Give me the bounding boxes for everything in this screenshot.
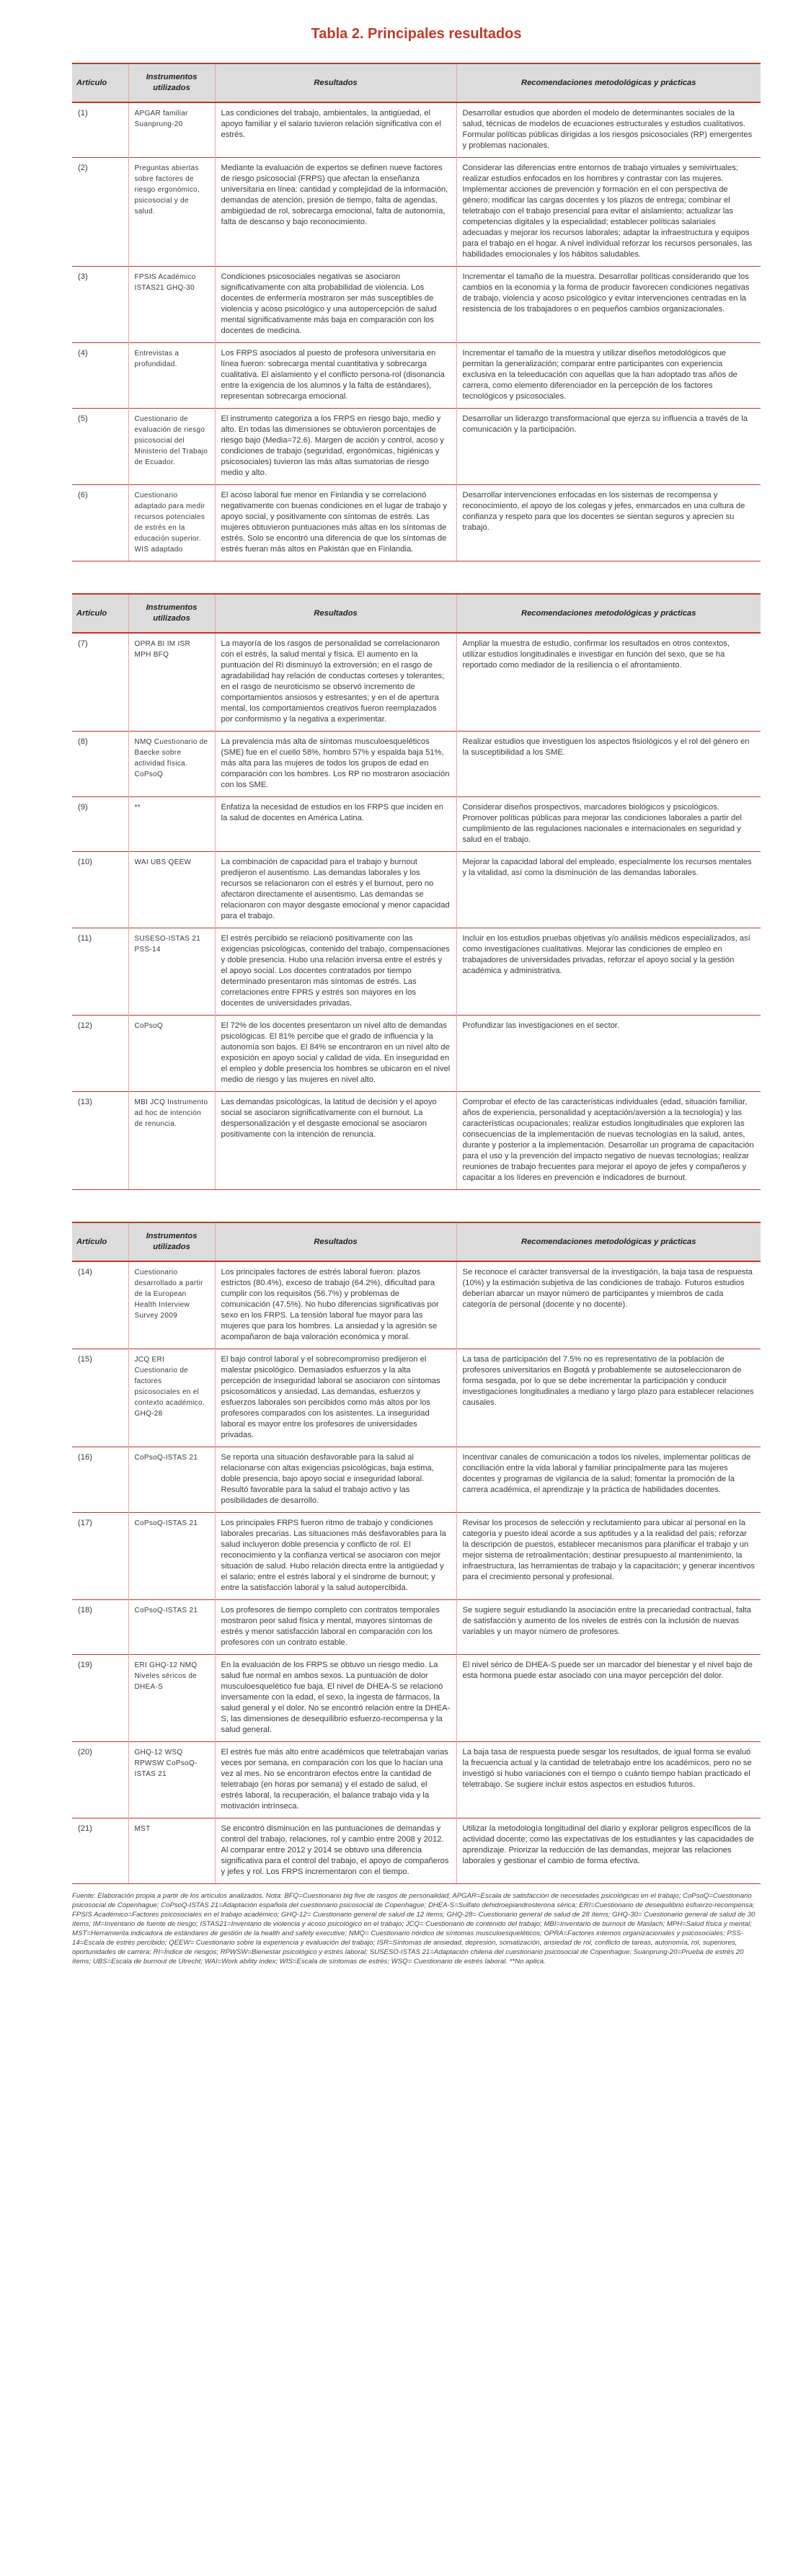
cell-resultados: Los profesores de tiempo completo con contratos temporales mostraron peor salud física y mental, mayores síntomas de estrés y menor satisfacción laboral en comparación con los profesores con un contrato estable.: [215, 1600, 456, 1655]
cell-articulo: (3): [72, 267, 128, 343]
header-recomendaciones: Recomendaciones metodológicas y prácticas: [456, 1222, 761, 1261]
cell-resultados: Se encontró disminución en las puntuaciones de demandas y control del trabajo, relaciones, rol y cambio entre 2008 y 2012. Al comparar entre 2012 y 2014 se obtuvo una diferencia significativa para el control del trabajo, el apoyo de compañeros y jefes y rol. Los FRPS incrementaron con el tiempo.: [215, 1818, 456, 1884]
cell-articulo: (10): [72, 852, 128, 928]
cell-instrumentos: CoPsoQ-ISTAS 21: [128, 1600, 215, 1655]
cell-resultados: La combinación de capacidad para el trabajo y burnout predijeron el ausentismo. Las demandas laborales y los recursos se relacionaron con el estrés y el burnout, pero no afectaron directamente el ausentismo. Las demandas se relacionaron con mayor desgaste emocional y menor capacidad para el trabajo.: [215, 852, 456, 928]
cell-articulo: (4): [72, 343, 128, 409]
cell-recomendaciones: La baja tasa de respuesta puede sesgar los resultados, de igual forma se evaluó la frecuencia actual y la cantidad de teletrabajo entre los académicos, pero no se investigó si hubo variaciones con el tiempo o cuánto tiempo habían practicado el teletrabajo. Se sugiere incluir estos aspectos en estudios futuros.: [456, 1742, 761, 1818]
cell-articulo: (6): [72, 485, 128, 561]
cell-recomendaciones: Se reconoce el carácter transversal de la investigación, la baja tasa de respuesta (10%) y la estimación subjetiva de las condiciones de trabajo. Futuros estudios deberían abarcar un mayor número de participantes y miembros de cada categoría de personal (docente y no docente).: [456, 1261, 761, 1349]
table-row: [72, 1261, 761, 1349]
cell-instrumentos: CoPsoQ-ISTAS 21: [128, 1513, 215, 1600]
cell-resultados: El acoso laboral fue menor en Finlandia y se correlacionó negativamente con buenas condiciones en el lugar de trabajo y apoyo social, y positivamente con síntomas de estrés. Las mujeres obtuvieron puntuaciones más altas en los síntomas de estrés. Solo se encontró una diferencia de que los síntomas de estrés fueran más altos en Pakistán que en Finlandia.: [215, 485, 456, 561]
table-row: [72, 852, 761, 928]
header-recomendaciones: Recomendaciones metodológicas y prácticas: [456, 594, 761, 633]
table-row: [72, 732, 761, 797]
cell-articulo: (1): [72, 102, 128, 158]
cell-articulo: (18): [72, 1600, 128, 1655]
cell-recomendaciones: Realizar estudios que investiguen los aspectos fisiológicos y el rol del género en la susceptibilidad a los SME.: [456, 732, 761, 797]
cell-instrumentos: Cuestionario adaptado para medir recursos potenciales de estrés en la educación superior. WIS adaptado: [128, 485, 215, 561]
cell-recomendaciones: Desarrollar intervenciones enfocadas en los sistemas de recompensa y reconocimiento, el apoyo de los colegas y jefes, enmarcados en una cultura de confianza y respeto para que los docentes se sientan seguros y aprecien su trabajo.: [456, 485, 761, 561]
cell-recomendaciones: Incentivar canales de comunicación a todos los niveles, implementar políticas de conciliación entre la vida laboral y familiar principalmente para las mujeres docentes y programas de vigilancia de la salud; fomentar la promoción de la carrera académica, el aprendizaje y la práctica de habilidades docentes.: [456, 1447, 761, 1513]
cell-instrumentos: GHQ-12 WSQ RPWSW CoPsoQ-ISTAS 21: [128, 1742, 215, 1818]
results-table: [72, 63, 761, 1884]
cell-resultados: El bajo control laboral y el sobrecompromiso predijeron el malestar psicológico. Demasiados esfuerzos y la alta percepción de inseguridad laboral se asociaron con síntomas psicosomáticos y ansiedad. Las demandas, esfuerzos y esfuerzos laborales son percibidos como más altos por los profesores comparados con los asistentes. La inseguridad laboral es mayor entre los profesores de universidades privadas.: [215, 1349, 456, 1447]
cell-resultados: El instrumento categoriza a los FRPS en riesgo bajo, medio y alto. En todas las dimensiones se obtuvieron porcentajes de riesgo bajo (Media=72.6). Margen de acción y control, acoso y condiciones de trabajo (seguridad, ergonómicas, higiénicas y psicosociales) tuvieron las más altas sumatorias de riesgo medio y alto.: [215, 409, 456, 485]
table-row: [72, 267, 761, 343]
cell-resultados: Se reporta una situación desfavorable para la salud al relacionarse con altas exigencias psicológicas, baja estima, doble presencia, bajo apoyo social e inseguridad laboral. Resultó favorable para la salud el trabajo activo y las posibilidades de desarrollo.: [215, 1447, 456, 1513]
cell-articulo: (7): [72, 633, 128, 732]
table-row: [72, 1349, 761, 1447]
table-row: [72, 928, 761, 1016]
cell-resultados: Los principales FRPS fueron ritmo de trabajo y condiciones laborales precarias. Las situaciones más desfavorables para la salud incluyeron doble presencia y conflicto de rol. El reconocimiento y la confianza vertical se asociaron con mejor situación de salud. Hubo relación directa entre la antigüedad y el salario; entre el estrés laboral y el síndrome de burnout; y entre la satisfacción laboral y la salud autopercibida.: [215, 1513, 456, 1600]
table-row: [72, 1742, 761, 1818]
cell-instrumentos: Preguntas abiertas sobre factores de riesgo ergonómico, psicosocial y de salud.: [128, 158, 215, 267]
page-gap: [72, 1190, 761, 1223]
cell-resultados: La mayoría de los rasgos de personalidad se correlacionaron con el estrés, la salud mental y física. El aumento en la puntuación del RI disminuyó la extroversión; en el rasgo de agradabilidad hay relación de conductas corteses y tolerantes; en el rasgo de neuroticismo se observó incremento de comportamientos ansiosos y estresantes; y en el de apertura mental, los comportamientos creativos fueron reemplazados por conformismo y la negativa a experimentar.: [215, 633, 456, 732]
header-recomendaciones: Recomendaciones metodológicas y prácticas: [456, 63, 761, 102]
results-table-body: [72, 63, 761, 1884]
cell-articulo: (11): [72, 928, 128, 1016]
cell-recomendaciones: Ampliar la muestra de estudio, confirmar los resultados en otros contextos, utilizar estudios longitudinales e investigar en función del sexo, que se ha reportado como mediador de la resiliencia o el afrontamiento.: [456, 633, 761, 732]
page-gap-cell: [72, 561, 761, 595]
table-header-row: [72, 63, 761, 102]
cell-instrumentos: CoPsoQ: [128, 1016, 215, 1092]
header-articulo: Artículo: [72, 1222, 128, 1261]
cell-resultados: El estrés fue más alto entre académicos que teletrabajan varias veces por semana, en comparación con los que lo hacían una vez al mes. No se encontraron efectos entre la cantidad de teletrabajo (en horas por semana) y el estado de salud, el estrés laboral, la recuperación, el balance trabajo vida y la motivación intrínseca.: [215, 1742, 456, 1818]
table-row: [72, 158, 761, 267]
header-instrumentos: Instrumentos utilizados: [128, 63, 215, 102]
header-resultados: Resultados: [215, 594, 456, 633]
cell-articulo: (8): [72, 732, 128, 797]
table-row: [72, 1447, 761, 1513]
cell-recomendaciones: El nivel sérico de DHEA-S puede ser un marcador del bienestar y el nivel bajo de esta hormona puede estar asociado con una mayor percepción del dolor.: [456, 1655, 761, 1742]
cell-articulo: (19): [72, 1655, 128, 1742]
cell-instrumentos: Cuestionario de evaluación de riesgo psicosocial del Ministerio del Trabajo de Ecuador.: [128, 409, 215, 485]
cell-recomendaciones: Desarrollar estudios que aborden el modelo de determinantes sociales de la salud, técnicas de modelos de ecuaciones estructurales y estudios cualitativos. Formular políticas públicas dirigidas a los riesgos psicosociales (RP) emergentes y problemas nacionales.: [456, 102, 761, 158]
cell-resultados: Condiciones psicosociales negativas se asociaron significativamente con alta probabilidad de violencia. Los docentes de enfermería mostraron ser más susceptibles de violencia y acoso psicológico y una autopercepción de salud mental significativamente más baja en comparación con los docentes de medicina.: [215, 267, 456, 343]
cell-instrumentos: CoPsoQ-ISTAS 21: [128, 1447, 215, 1513]
table-row: [72, 1016, 761, 1092]
cell-resultados: El estrés percibido se relacionó positivamente con las exigencias psicológicas, contenido del trabajo, compensaciones y doble presencia. Hubo una relación inversa entre el estrés y el apoyo social. Los docentes contratados por tiempo determinado presentaron más síntomas de estrés. Las correlaciones entre FPRS y estrés son mayores en los docentes de universidades privadas.: [215, 928, 456, 1016]
cell-instrumentos: Entrevistas a profundidad.: [128, 343, 215, 409]
cell-instrumentos: Cuestionario desarrollado a partir de la European Health Interview Survey 2009: [128, 1261, 215, 1349]
cell-recomendaciones: Se sugiere seguir estudiando la asociación entre la precariedad contractual, falta de satisfacción y aumento de los niveles de estrés con la inclusión de nuevas variables y un mayor número de profesores.: [456, 1600, 761, 1655]
cell-recomendaciones: Mejorar la capacidad laboral del empleado, especialmente los recursos mentales y la vitalidad, así como la disminución de las demandas laborales.: [456, 852, 761, 928]
cell-recomendaciones: Considerar diseños prospectivos, marcadores biológicos y psicológicos. Promover políticas públicas para mejorar las condiciones laborales a partir del cumplimiento de las regulaciones nacionales e internacionales en seguridad y salud en el trabajo.: [456, 797, 761, 852]
cell-resultados: Enfatiza la necesidad de estudios en los FRPS que inciden en la salud de docentes en América Latina.: [215, 797, 456, 852]
cell-recomendaciones: Considerar las diferencias entre entornos de trabajo virtuales y semivirtuales; realizar estudios enfocados en los hombres y contrastar con las mujeres. Implementar acciones de prevención y formación en el con perspectiva de género; modificar las cargas docentes y los plazos de entrega; combinar el teletrabajo con el trabajo presencial para evitar el aislamiento; actualizar las competencias digitales y la especialidad; establecer políticas salariales adecuadas y mejorar los recursos laborales; adaptar la infraestructura y equipos para el trabajo en el hogar. A nivel individual reforzar los recursos personales, las habilidades emocionales y los hábitos saludables.: [456, 158, 761, 267]
table-row: [72, 1092, 761, 1190]
cell-instrumentos: WAI UBS QEEW: [128, 852, 215, 928]
table-header-row: [72, 1222, 761, 1261]
cell-articulo: (5): [72, 409, 128, 485]
cell-recomendaciones: Incrementar el tamaño de la muestra y utilizar diseños metodológicos que permitan la generalización; comparar entre participantes con experiencia exclusiva en la teleeducación con aquellas que la han adoptado tras años de carrera, como elemento diferenciador en la percepción de los factores tecnológicos y psicosociales.: [456, 343, 761, 409]
cell-articulo: (21): [72, 1818, 128, 1884]
table-title: Tabla 2. Principales resultados: [311, 26, 522, 42]
cell-resultados: Los principales factores de estrés laboral fueron: plazos estrictos (80.4%), exceso de trabajo (64.2%), dificultad para cumplir con los requisitos (56.7%) y problemas de comunicación (47.5%). No hubo diferencias significativas por sexo en los FRPS. La tensión laboral fue mayor para las mujeres que para los hombres. La ansiedad y la agresión se acompañaron de baja valoración económica y moral.: [215, 1261, 456, 1349]
page-gap-cell: [72, 1190, 761, 1223]
cell-recomendaciones: Revisar los procesos de selección y reclutamiento para ubicar al personal en la categoría y puesto ideal acorde a sus aptitudes y a la realidad del país; reforzar la descripción de puestos, establecer mecanismos para planificar el trabajo y un mejor sistema de retroalimentación; destinar presupuesto al mantenimiento, la infraestructura, las herramientas de trabajo y la capacitación; y generar incentivos para el crecimiento personal y profesional.: [456, 1513, 761, 1600]
header-instrumentos: Instrumentos utilizados: [128, 1222, 215, 1261]
cell-instrumentos: JCQ ERI Cuestionario de factores psicosociales en el contexto académico. GHQ-28: [128, 1349, 215, 1447]
cell-recomendaciones: La tasa de participación del 7.5% no es representativo de la población de profesores universitarios en Bogotá y probablemente se autoseleccionaron de forma sesgada, por lo que se debe incrementar la participación y conducir investigaciones longitudinales a mediano y largo plazo para establecer relaciones causales.: [456, 1349, 761, 1447]
cell-recomendaciones: Comprobar el efecto de las características individuales (edad, situación familiar, años de experiencia, personalidad y aceptación/aversión a la tecnología) y las características ocupacionales; realizar estudios longitudinales que exploren las consecuencias de la implementación de nuevas tecnologías en la salud, antes, durante y posterior a la implementación. Desarrollar un programa de capacitación para el uso y la prevención del impacto negativo de nuevas tecnologías; realizar reuniones de trabajo frecuentes para mejorar el apoyo de jefes y compañeros y capacitar a los líderes en prevención e indicadores de burnout.: [456, 1092, 761, 1190]
cell-articulo: (17): [72, 1513, 128, 1600]
cell-resultados: Los FRPS asociados al puesto de profesora universitaria en línea fueron: sobrecarga mental cuantitativa y sobrecarga cualitativa. El aislamiento y el conflicto persona-rol (disonancia entre la exigencia de los alumnos y la falta de estándares), representan sobrecarga emocional.: [215, 343, 456, 409]
cell-articulo: (15): [72, 1349, 128, 1447]
table-row: [72, 343, 761, 409]
page-gap: [72, 561, 761, 595]
cell-articulo: (20): [72, 1742, 128, 1818]
cell-instrumentos: MST: [128, 1818, 215, 1884]
cell-instrumentos: **: [128, 797, 215, 852]
cell-articulo: (12): [72, 1016, 128, 1092]
cell-resultados: Mediante la evaluación de expertos se definen nueve factores de riesgo psicosocial (FRPS) que afectan la enseñanza universitaria en línea: cantidad y complejidad de la información, demandas de atención, presión de tiempo, falta de agendas, ambigüedad de rol, sobrecarga emocional, falta de autonomía, falta de descanso y bajo reconocimiento.: [215, 158, 456, 267]
cell-recomendaciones: Desarrollar un liderazgo transformacional que ejerza su influencia a través de la comunicación y la participación.: [456, 409, 761, 485]
cell-instrumentos: OPRA BI IM ISR MPH BFQ: [128, 633, 215, 732]
cell-resultados: Las condiciones del trabajo, ambientales, la antigüedad, el apoyo familiar y el salario tuvieron relación significativa con el estrés.: [215, 102, 456, 158]
cell-instrumentos: MBI JCQ Instrumento ad hoc de intención de renuncia.: [128, 1092, 215, 1190]
cell-articulo: (9): [72, 797, 128, 852]
cell-instrumentos: NMQ Cuestionario de Baecke sobre actividad física. CoPsoQ: [128, 732, 215, 797]
header-articulo: Artículo: [72, 63, 128, 102]
table-row: [72, 1818, 761, 1884]
table-row: [72, 409, 761, 485]
cell-articulo: (2): [72, 158, 128, 267]
header-instrumentos: Instrumentos utilizados: [128, 594, 215, 633]
cell-resultados: En la evaluación de los FRPS se obtuvo un riesgo medio. La salud fue normal en ambos sexos. La puntuación de dolor musculoesquelético fue baja. El nivel de DHEA-S se relacionó inversamente con la edad, el sexo, la ingesta de fármacos, la salud general y el dolor. No se encontró relación entre la DHEA-S, las dimensiones de desequilibrio esfuerzo-recompensa y la salud general.: [215, 1655, 456, 1742]
header-resultados: Resultados: [215, 63, 456, 102]
cell-recomendaciones: Incluir en los estudios pruebas objetivas y/o análisis médicos especializados, así como investigaciones cualitativas. Mejorar las condiciones de empleo en trabajadores de universidades privadas, reforzar el apoyo social y la gestión académica y administrativa.: [456, 928, 761, 1016]
cell-recomendaciones: Incrementar el tamaño de la muestra. Desarrollar políticas considerando que los cambios en la economía y la forma de producir favorecen condiciones negativas de trabajo, violencia y acoso psicológico y evitar intervenciones centradas en la resistencia de los trabajadores o en pequeños cambios organizacionales.: [456, 267, 761, 343]
cell-articulo: (13): [72, 1092, 128, 1190]
table-row: [72, 1655, 761, 1742]
table-row: [72, 633, 761, 732]
cell-articulo: (14): [72, 1261, 128, 1349]
cell-resultados: Las demandas psicológicas, la latitud de decisión y el apoyo social se asociaron significativamente con el burnout. La despersonalización y el desgaste emocional se asociaron positivamente con la intención de renuncia.: [215, 1092, 456, 1190]
header-articulo: Artículo: [72, 594, 128, 633]
table-row: [72, 1600, 761, 1655]
table-row: [72, 102, 761, 158]
table-row: [72, 797, 761, 852]
table-notes: Fuente: Elaboración propia a partir de los artículos analizados. Nota: BFQ=Cuestionario big five de rasgos de personalidad; APGAR=Escala de satisfacción de necesidades psicológicas en el trabajo; CoPsoQ=Cuestionario psicosocial de Copenhague; CoPsoQ-ISTAS 21=Adaptación española del cuestionario psicosocial de Copenhague; DHEA-S=Sulfato dehidroepiandrosterona sérica; ERI=Cuestionario de desequilibrio esfuerzo-recompensa; FPSIS Académico=Factores psicosociales en el trabajo académico; GHQ-12= Cuestionario general de salud de 12 ítems; GHQ-28= Cuestionario general de salud de 28 ítems; GHQ-30= Cuestionario general de salud de 30 ítems; IM=Inventario de fuente de riesgo; ISTAS21=Inventario de violencia y acoso psicológico en el trabajo; JCQ= Cuestionario de contenido del trabajo; MBI=Inventario de burnout de Maslach; MPH=Salud física y mental; MST=Herramienta indicadora de estándares de gestión de la health and safety executive; NMQ= Cuestionario nórdico de síntomas musculoesqueléticos; OPRA=Factores internos organizacionales y psicosociales; PSS-14=Escala de estrés percibido; QEEW= Cuestionario sobre la experiencia y evaluación del trabajo; ISR=Síntomas de ansiedad, depresión, somatización, ansiedad de rol, conflicto de tareas, autonomía, rol, superiores, oportunidades de carrera; RI=Índice de riesgos; RPWSW=Bienestar psicológico y estrés laboral; SUSESO-ISTAS 21=Adaptación chilena del cuestionario psicosocial de Copenhague; Suanprung-20=Prueba de estrés 20 ítems; UBS=Escala de burnout de Utrecht; WAI=Work ability index; WIS=Escala de síntomas de estrés; WSQ= Cuestionario de estrés laboral. **No aplica.: [72, 1892, 756, 1966]
cell-instrumentos: SUSESO-ISTAS 21 PSS-14: [128, 928, 215, 1016]
cell-instrumentos: APGAR familiar Suanprung-20: [128, 102, 215, 158]
table-row: [72, 1513, 761, 1600]
cell-articulo: (16): [72, 1447, 128, 1513]
table-row: [72, 485, 761, 561]
cell-recomendaciones: Profundizar las investigaciones en el sector.: [456, 1016, 761, 1092]
cell-recomendaciones: Utilizar la metodología longitudinal del diario y explorar peligros específicos de la actividad docente; como las expectativas de los estudiantes y las capacidades de aprendizaje. Priorizar la reducción de las demandas, mejorar las relaciones laborales y gestionar el cambio de forma efectiva.: [456, 1818, 761, 1884]
cell-instrumentos: ERI GHQ-12 NMQ Niveles séricos de DHEA-S: [128, 1655, 215, 1742]
cell-instrumentos: FPSIS Académico ISTAS21 GHQ-30: [128, 267, 215, 343]
cell-resultados: El 72% de los docentes presentaron un nivel alto de demandas psicológicas. El 81% percibe que el grado de influencia y la autonomía son bajos. El 84% se encontraron en un nivel alto de exposición en apoyo social y calidad de vida. En inseguridad en el empleo y doble presencia los hombres se ubicaron en el nivel medio de riesgo y las mujeres en nivel alto.: [215, 1016, 456, 1092]
cell-resultados: La prevalencia más alta de síntomas musculoesqueléticos (SME) fue en el cuello 58%, hombro 57% y espalda baja 51%, más alta para las mujeres de todos los grupos de edad en comparación con los hombres. Los RP no mostraron asociación con los SME.: [215, 732, 456, 797]
table-header-row: [72, 594, 761, 633]
header-resultados: Resultados: [215, 1222, 456, 1261]
